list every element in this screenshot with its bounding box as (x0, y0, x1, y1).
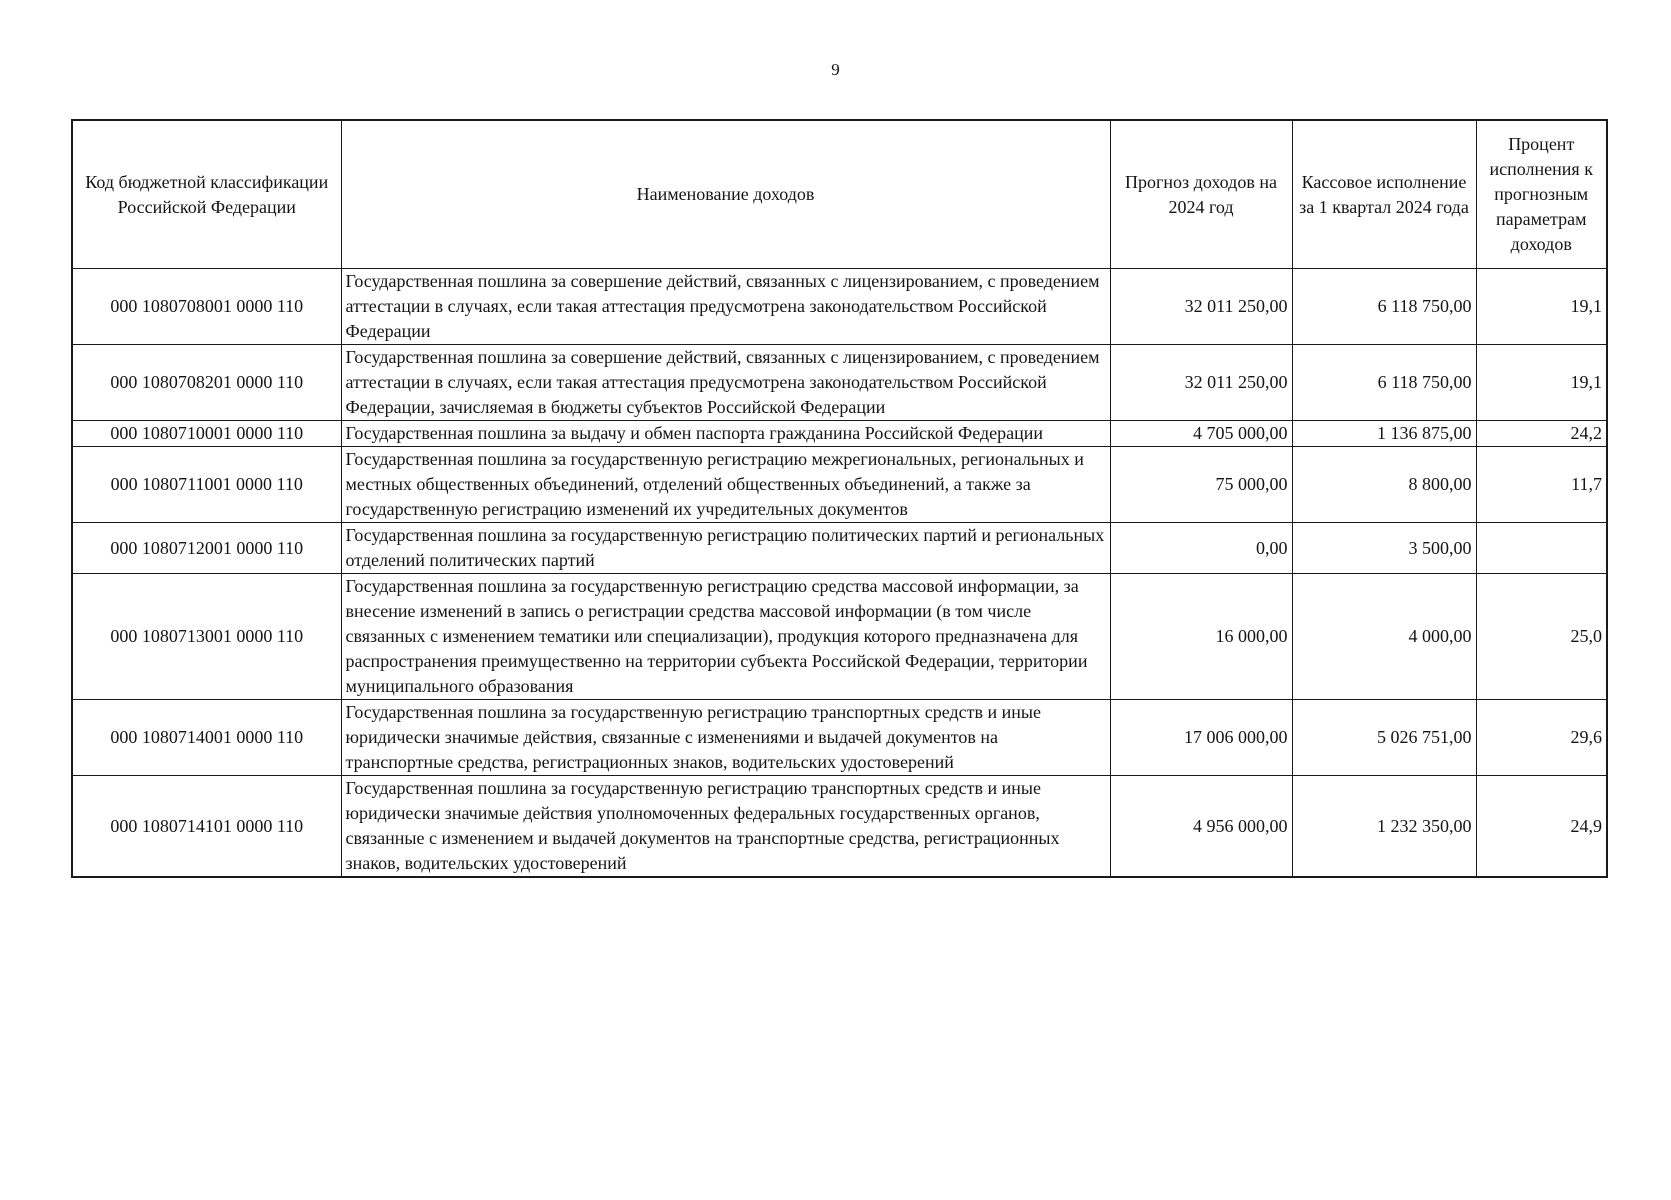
row-forecast: 32 011 250,00 (1110, 345, 1292, 421)
header-percent: Процент исполнения к прогнозным параметрам доходов (1476, 120, 1607, 269)
row-cash: 3 500,00 (1292, 523, 1476, 574)
row-name: Государственная пошлина за государственную регистрацию транспортных средств и иные юридически значимые действия уполномоченных федеральных государственных органов, связанные с изменением и выдачей документов на транспортные средства, регистрационных знаков, водительских удостоверений (341, 776, 1110, 878)
row-name: Государственная пошлина за совершение действий, связанных с лицензированием, с проведением аттестации в случаях, если такая аттестация предусмотрена законодательством Российской Федерации, зачисляемая в бюджеты субъектов Российской Федерации (341, 345, 1110, 421)
row-forecast: 4 956 000,00 (1110, 776, 1292, 878)
row-code: 000 1080708001 0000 110 (72, 269, 341, 345)
table-header-row (72, 120, 1607, 269)
row-percent: 29,6 (1476, 700, 1607, 776)
row-cash: 8 800,00 (1292, 447, 1476, 523)
row-percent: 25,0 (1476, 574, 1607, 700)
row-name: Государственная пошлина за государственную регистрацию средства массовой информации, за внесение изменений в запись о регистрации средства массовой информации (в том числе связанных с изменением тематики или специализации), продукция которого предназначена для распространения преимущественно на территории субъекта Российской Федерации, территории муниципального образования (341, 574, 1110, 700)
table-row (72, 574, 1607, 700)
row-cash: 1 136 875,00 (1292, 421, 1476, 447)
row-cash: 5 026 751,00 (1292, 700, 1476, 776)
header-forecast: Прогноз доходов на 2024 год (1110, 120, 1292, 269)
row-percent: 24,2 (1476, 421, 1607, 447)
row-forecast: 0,00 (1110, 523, 1292, 574)
header-name: Наименование доходов (341, 120, 1110, 269)
row-code: 000 1080712001 0000 110 (72, 523, 341, 574)
row-code: 000 1080714001 0000 110 (72, 700, 341, 776)
row-cash: 6 118 750,00 (1292, 269, 1476, 345)
revenue-table (71, 119, 1608, 878)
table-row (72, 269, 1607, 345)
row-name: Государственная пошлина за государственную регистрацию политических партий и региональных отделений политических партий (341, 523, 1110, 574)
row-forecast: 4 705 000,00 (1110, 421, 1292, 447)
row-code: 000 1080713001 0000 110 (72, 574, 341, 700)
row-forecast: 17 006 000,00 (1110, 700, 1292, 776)
row-name: Государственная пошлина за государственную регистрацию межрегиональных, региональных и местных общественных объединений, отделений общественных объединений, а также за государственную регистрацию изменений их учредительных документов (341, 447, 1110, 523)
row-cash: 4 000,00 (1292, 574, 1476, 700)
row-percent (1476, 523, 1607, 574)
row-code: 000 1080708201 0000 110 (72, 345, 341, 421)
table-row (72, 700, 1607, 776)
page-number: 9 (831, 60, 840, 79)
row-percent: 19,1 (1476, 269, 1607, 345)
table-row (72, 345, 1607, 421)
table-row (72, 447, 1607, 523)
table-row (72, 421, 1607, 447)
row-cash: 6 118 750,00 (1292, 345, 1476, 421)
row-code: 000 1080714101 0000 110 (72, 776, 341, 878)
row-percent: 11,7 (1476, 447, 1607, 523)
table-row (72, 523, 1607, 574)
row-forecast: 16 000,00 (1110, 574, 1292, 700)
row-cash: 1 232 350,00 (1292, 776, 1476, 878)
row-percent: 19,1 (1476, 345, 1607, 421)
row-code: 000 1080710001 0000 110 (72, 421, 341, 447)
row-forecast: 32 011 250,00 (1110, 269, 1292, 345)
header-cash: Кассовое исполнение за 1 квартал 2024 года (1292, 120, 1476, 269)
header-code: Код бюджетной классификации Российской Федерации (72, 120, 341, 269)
row-name: Государственная пошлина за совершение действий, связанных с лицензированием, с проведением аттестации в случаях, если такая аттестация предусмотрена законодательством Российской Федерации (341, 269, 1110, 345)
table-row (72, 776, 1607, 878)
row-percent: 24,9 (1476, 776, 1607, 878)
row-forecast: 75 000,00 (1110, 447, 1292, 523)
row-name: Государственная пошлина за государственную регистрацию транспортных средств и иные юридически значимые действия, связанные с изменениями и выдачей документов на транспортные средства, регистрационных знаков, водительских удостоверений (341, 700, 1110, 776)
row-code: 000 1080711001 0000 110 (72, 447, 341, 523)
row-name: Государственная пошлина за выдачу и обмен паспорта гражданина Российской Федерации (341, 421, 1110, 447)
